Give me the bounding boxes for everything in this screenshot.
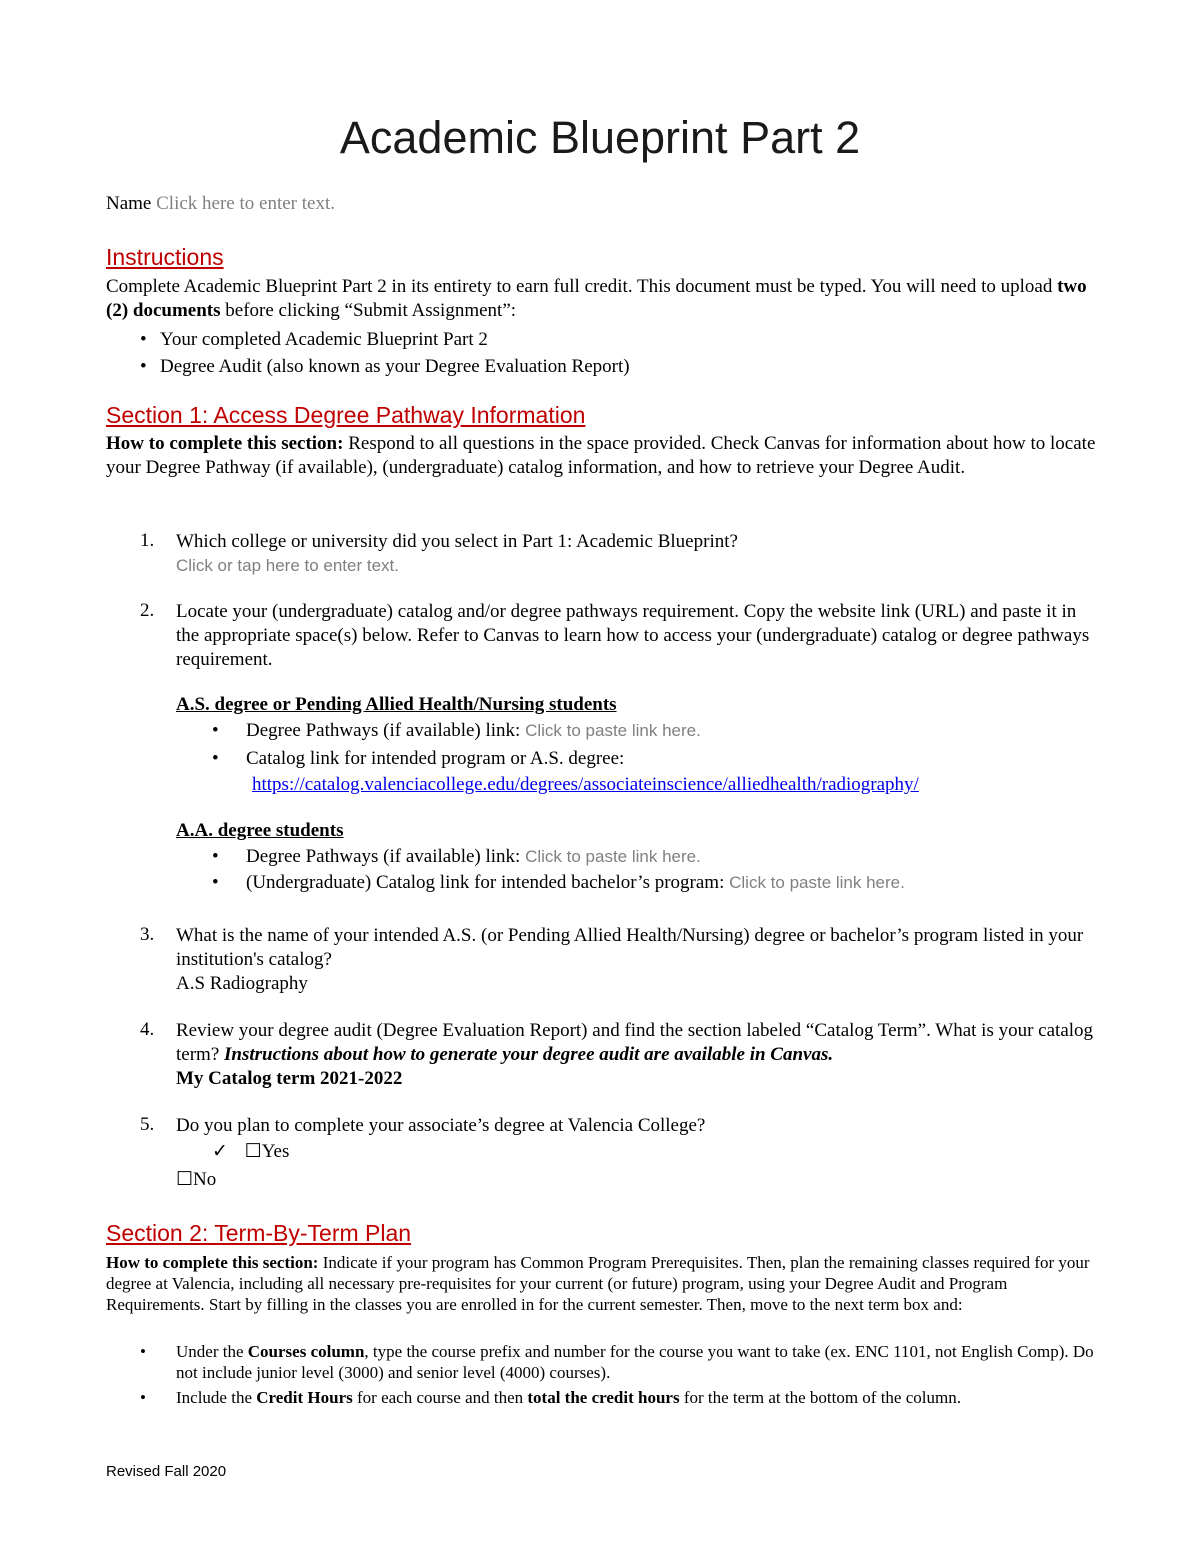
- q5-text: Do you plan to complete your associate’s degree at Valencia College?: [176, 1115, 706, 1136]
- aa-pathways-label: Degree Pathways (if available) link:: [246, 846, 521, 867]
- section1-how-text: Respond to all questions in the space provided. Check Canvas for information about how to locate your Degree Pathway (if available), (undergraduate) catalog information, and how to retrieve your Degree Audit.: [106, 433, 1096, 478]
- no-label: No: [193, 1169, 217, 1190]
- section1-how: [106, 432, 1096, 480]
- section1-how-bold: How to complete this section:: [106, 433, 344, 454]
- q2-text: Locate your (undergraduate) catalog and/or degree pathways requirement. Copy the website link (URL) and paste it in the appropriate space(s) below. Refer to Canvas to learn how to access your (undergraduate) catalog or degree pathways requirement.: [176, 601, 1090, 670]
- instructions-bullets: [106, 326, 1096, 380]
- b1-text-b: , type the course prefix and number for the course you want to take (ex. ENC 1101, not English Comp). Do not include junior level (3000) and senior level (4000) courses).: [176, 1342, 1094, 1382]
- q5-no-row: [176, 1168, 376, 1192]
- q4-number: 4.: [140, 1019, 155, 1040]
- as-pathways-link-field[interactable]: Click to paste link here.: [525, 721, 701, 740]
- b2-text-a: Include the: [176, 1388, 257, 1407]
- check-icon: ✓: [212, 1141, 228, 1162]
- b2-text-c: for the term at the bottom of the column.: [679, 1388, 961, 1407]
- b2-bold1: Credit Hours: [256, 1388, 353, 1407]
- as-catalog-label: Catalog link for intended program or A.S. degree:: [246, 748, 625, 769]
- as-degree-heading: A.S. degree or Pending Allied Health/Nursing students: [176, 694, 617, 715]
- list-item: [106, 1341, 1096, 1383]
- list-item: • Your completed Academic Blueprint Part 2: [106, 326, 1096, 353]
- q3: [176, 924, 1096, 996]
- aa-degree-heading: A.A. degree students: [176, 820, 344, 841]
- section1-heading: Section 1: Access Degree Pathway Information: [106, 402, 586, 428]
- q2-number: 2.: [140, 600, 155, 621]
- bullet-icon: •: [212, 846, 219, 867]
- section2-how-text: Indicate if your program has Common Program Prerequisites. Then, plan the remaining classes required for your degree at Valencia, including all necessary pre-requisites for your current (or future) program, using your Degree Audit and Program Requirements. Start by filling in the classes you are enrolled in for the current semester. Then, move to the next term box and:: [106, 1253, 1090, 1314]
- b1-text-a: Under the: [176, 1342, 248, 1361]
- b1-bold: Courses column: [247, 1342, 365, 1361]
- q5-yes-row: [212, 1140, 412, 1164]
- q3-text: What is the name of your intended A.S. (or Pending Allied Health/Nursing) degree or bachelor’s program listed in your institution's catalog?: [176, 925, 1084, 970]
- page-title: Academic Blueprint Part 2: [339, 112, 861, 163]
- q3-number: 3.: [140, 924, 155, 945]
- as-catalog-item: [246, 746, 1096, 798]
- aa-catalog-label: (Undergraduate) Catalog link for intended bachelor’s program:: [246, 872, 725, 893]
- section2-how-bold: How to complete this section:: [106, 1253, 319, 1272]
- name-row: [106, 192, 1096, 216]
- yes-label: Yes: [261, 1141, 290, 1162]
- section2-heading: Section 2: Term-By-Term Plan: [106, 1220, 412, 1246]
- section2-how: [106, 1252, 1096, 1315]
- b2-bold2: total the credit hours: [527, 1388, 680, 1407]
- aa-pathways-item: [246, 844, 1096, 870]
- name-field[interactable]: Click here to enter text.: [156, 193, 335, 214]
- aa-catalog-link-field[interactable]: Click to paste link here.: [729, 873, 905, 892]
- bullet-icon: •: [212, 872, 219, 893]
- instructions-text-a: Complete Academic Blueprint Part 2 in its entirety to earn full credit. This document must be typed. You will need to upload: [106, 276, 1058, 297]
- aa-catalog-item: [246, 870, 1096, 896]
- instructions-text-bold: two (2) documents: [106, 276, 1087, 321]
- name-label: Name: [106, 193, 152, 214]
- q4: [176, 1019, 1096, 1091]
- bullet-icon: •: [140, 1342, 146, 1361]
- q4-text: Review your degree audit (Degree Evaluation Report) and find the section labeled “Catalog Term”. What is your catalog term?: [176, 1020, 1094, 1065]
- as-pathways-item: [246, 718, 1096, 744]
- bullet-icon: •: [140, 1388, 146, 1407]
- list-item: [106, 1387, 1096, 1408]
- no-checkbox[interactable]: ☐: [176, 1169, 194, 1190]
- q1-answer-field[interactable]: Click or tap here to enter text.: [176, 556, 399, 575]
- bullet-icon: •: [212, 720, 219, 741]
- as-catalog-link[interactable]: https://catalog.valenciacollege.edu/degrees/associateinscience/alliedhealth/radiography/: [252, 774, 919, 795]
- bullet-icon: •: [212, 748, 219, 769]
- q3-answer[interactable]: A.S Radiography: [176, 973, 308, 994]
- q1-text: Which college or university did you select in Part 1: Academic Blueprint?: [176, 531, 738, 552]
- q4-answer[interactable]: My Catalog term 2021-2022: [176, 1068, 403, 1089]
- q1: [176, 530, 1096, 578]
- instructions-text-b: before clicking “Submit Assignment”:: [220, 300, 517, 321]
- aa-pathways-link-field[interactable]: Click to paste link here.: [525, 847, 701, 866]
- yes-checkbox[interactable]: ☐: [244, 1141, 262, 1162]
- q5-number: 5.: [140, 1114, 155, 1135]
- instructions-text: [106, 275, 1096, 380]
- section2-bullets: [106, 1341, 1096, 1408]
- list-item: • Degree Audit (also known as your Degree Evaluation Report): [106, 353, 1096, 380]
- instructions-heading: Instructions: [106, 244, 224, 270]
- q4-instructions: Instructions about how to generate your degree audit are available in Canvas.: [224, 1044, 834, 1065]
- b2-text-b: for each course and then: [352, 1388, 528, 1407]
- q1-number: 1.: [140, 530, 155, 551]
- footer-revision: Revised Fall 2020: [106, 1463, 227, 1480]
- as-pathways-label: Degree Pathways (if available) link:: [246, 720, 521, 741]
